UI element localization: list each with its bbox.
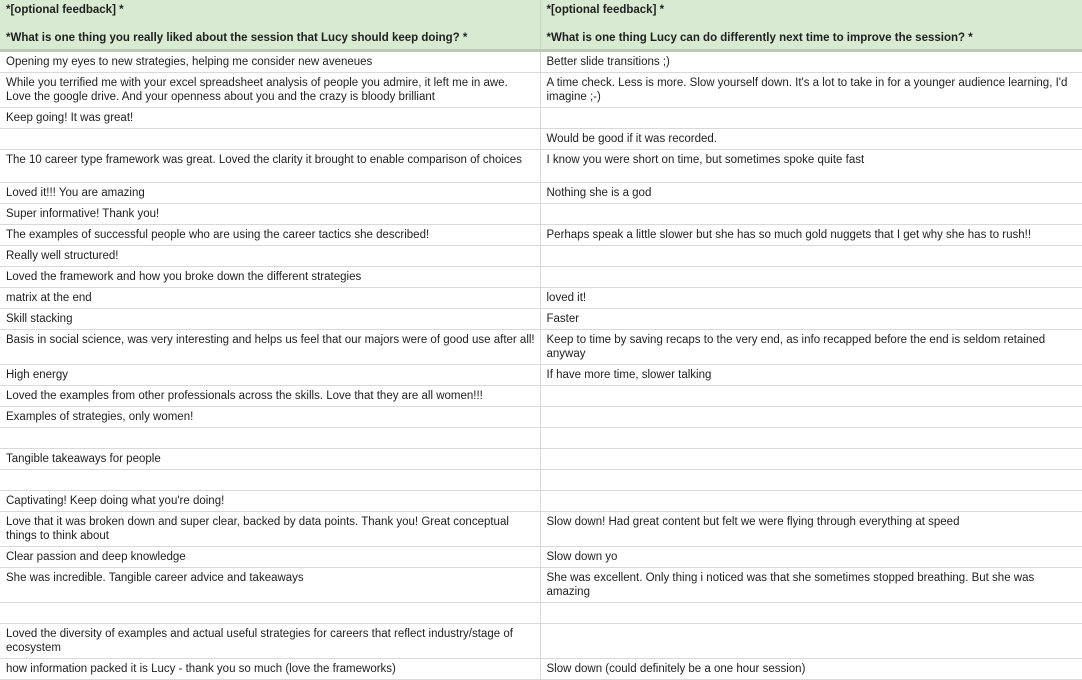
- table-row: [0, 129, 1082, 150]
- cell-liked[interactable]: The 10 career type framework was great. Loved the clarity it brought to enable comparison of choices: [0, 150, 540, 183]
- table-row: [0, 150, 1082, 183]
- table-row: [0, 512, 1082, 547]
- cell-liked[interactable]: [0, 470, 540, 491]
- cell-liked[interactable]: Tangible takeaways for people: [0, 449, 540, 470]
- table-row: [0, 365, 1082, 386]
- cell-liked[interactable]: She was incredible. Tangible career advice and takeaways: [0, 568, 540, 603]
- cell-improve[interactable]: [540, 449, 1082, 470]
- cell-improve[interactable]: [540, 246, 1082, 267]
- cell-liked[interactable]: matrix at the end: [0, 288, 540, 309]
- table-row: [0, 470, 1082, 491]
- cell-improve[interactable]: [540, 470, 1082, 491]
- header-row: [0, 0, 1082, 51]
- cell-improve[interactable]: I know you were short on time, but sometimes spoke quite fast: [540, 150, 1082, 183]
- table-row: [0, 183, 1082, 204]
- table-row: [0, 309, 1082, 330]
- cell-liked[interactable]: Examples of strategies, only women!: [0, 407, 540, 428]
- cell-liked[interactable]: Loved the diversity of examples and actual useful strategies for careers that reflect industry/stage of ecosystem: [0, 624, 540, 659]
- cell-improve[interactable]: [540, 386, 1082, 407]
- cell-liked[interactable]: High energy: [0, 365, 540, 386]
- cell-improve[interactable]: [540, 204, 1082, 225]
- cell-liked[interactable]: Love that it was broken down and super clear, backed by data points. Thank you! Great conceptual things to think about: [0, 512, 540, 547]
- cell-liked[interactable]: Really well structured!: [0, 246, 540, 267]
- cell-liked[interactable]: [0, 603, 540, 624]
- table-row: [0, 659, 1082, 680]
- cell-improve[interactable]: A time check. Less is more. Slow yourself down. It's a lot to take in for a younger audience learning, I'd imagine ;-): [540, 73, 1082, 108]
- cell-liked[interactable]: [0, 129, 540, 150]
- table-row: [0, 547, 1082, 568]
- cell-liked[interactable]: Skill stacking: [0, 309, 540, 330]
- cell-improve[interactable]: [540, 108, 1082, 129]
- cell-improve[interactable]: Better slide transitions ;): [540, 51, 1082, 73]
- cell-improve[interactable]: Slow down (could definitely be a one hour session): [540, 659, 1082, 680]
- cell-improve[interactable]: [540, 407, 1082, 428]
- cell-improve[interactable]: Nothing she is a god: [540, 183, 1082, 204]
- cell-improve[interactable]: She was excellent. Only thing i noticed was that she sometimes stopped breathing. But she was amazing: [540, 568, 1082, 603]
- header-liked-question[interactable]: *[optional feedback] * *What is one thing you really liked about the session that Lucy should keep doing? *: [0, 0, 540, 51]
- cell-liked[interactable]: how information packed it is Lucy - thank you so much (love the frameworks): [0, 659, 540, 680]
- cell-improve[interactable]: [540, 267, 1082, 288]
- cell-improve[interactable]: Would be good if it was recorded.: [540, 129, 1082, 150]
- cell-liked[interactable]: Loved it!!! You are amazing: [0, 183, 540, 204]
- table-row: [0, 267, 1082, 288]
- cell-liked[interactable]: Opening my eyes to new strategies, helping me consider new aveneues: [0, 51, 540, 73]
- cell-liked[interactable]: [0, 428, 540, 449]
- cell-improve[interactable]: Faster: [540, 309, 1082, 330]
- cell-improve[interactable]: Slow down yo: [540, 547, 1082, 568]
- cell-improve[interactable]: [540, 491, 1082, 512]
- cell-improve[interactable]: [540, 428, 1082, 449]
- cell-improve[interactable]: [540, 624, 1082, 659]
- cell-improve[interactable]: loved it!: [540, 288, 1082, 309]
- table-row: [0, 624, 1082, 659]
- table-row: [0, 204, 1082, 225]
- cell-improve[interactable]: Slow down! Had great content but felt we were flying through everything at speed: [540, 512, 1082, 547]
- header-improve-question[interactable]: *[optional feedback] * *What is one thing Lucy can do differently next time to improve the session? *: [540, 0, 1082, 51]
- table-row: [0, 288, 1082, 309]
- cell-liked[interactable]: While you terrified me with your excel spreadsheet analysis of people you admire, it left me in awe. Love the google drive. And your openness about you and the crazy is bloody brilliant: [0, 73, 540, 108]
- table-row: [0, 449, 1082, 470]
- cell-liked[interactable]: Loved the examples from other professionals across the skills. Love that they are all women!!!: [0, 386, 540, 407]
- cell-improve[interactable]: If have more time, slower talking: [540, 365, 1082, 386]
- cell-improve[interactable]: Perhaps speak a little slower but she has so much gold nuggets that I get why she has to rush!!: [540, 225, 1082, 246]
- cell-liked[interactable]: Keep going! It was great!: [0, 108, 540, 129]
- table-row: [0, 330, 1082, 365]
- table-row: [0, 491, 1082, 512]
- cell-liked[interactable]: Basis in social science, was very interesting and helps us feel that our majors were of good use after all!: [0, 330, 540, 365]
- cell-improve[interactable]: [540, 603, 1082, 624]
- table-row: [0, 246, 1082, 267]
- table-row: [0, 386, 1082, 407]
- cell-liked[interactable]: Super informative! Thank you!: [0, 204, 540, 225]
- cell-improve[interactable]: Keep to time by saving recaps to the very end, as info recapped before the end is seldom retained anyway: [540, 330, 1082, 365]
- cell-liked[interactable]: Loved the framework and how you broke down the different strategies: [0, 267, 540, 288]
- table-row: [0, 568, 1082, 603]
- table-row: [0, 108, 1082, 129]
- table-row: [0, 73, 1082, 108]
- table-row: [0, 407, 1082, 428]
- cell-liked[interactable]: Clear passion and deep knowledge: [0, 547, 540, 568]
- cell-liked[interactable]: The examples of successful people who are using the career tactics she described!: [0, 225, 540, 246]
- table-row: [0, 51, 1082, 73]
- cell-liked[interactable]: Captivating! Keep doing what you're doing!: [0, 491, 540, 512]
- table-row: [0, 603, 1082, 624]
- table-row: [0, 225, 1082, 246]
- table-row: [0, 428, 1082, 449]
